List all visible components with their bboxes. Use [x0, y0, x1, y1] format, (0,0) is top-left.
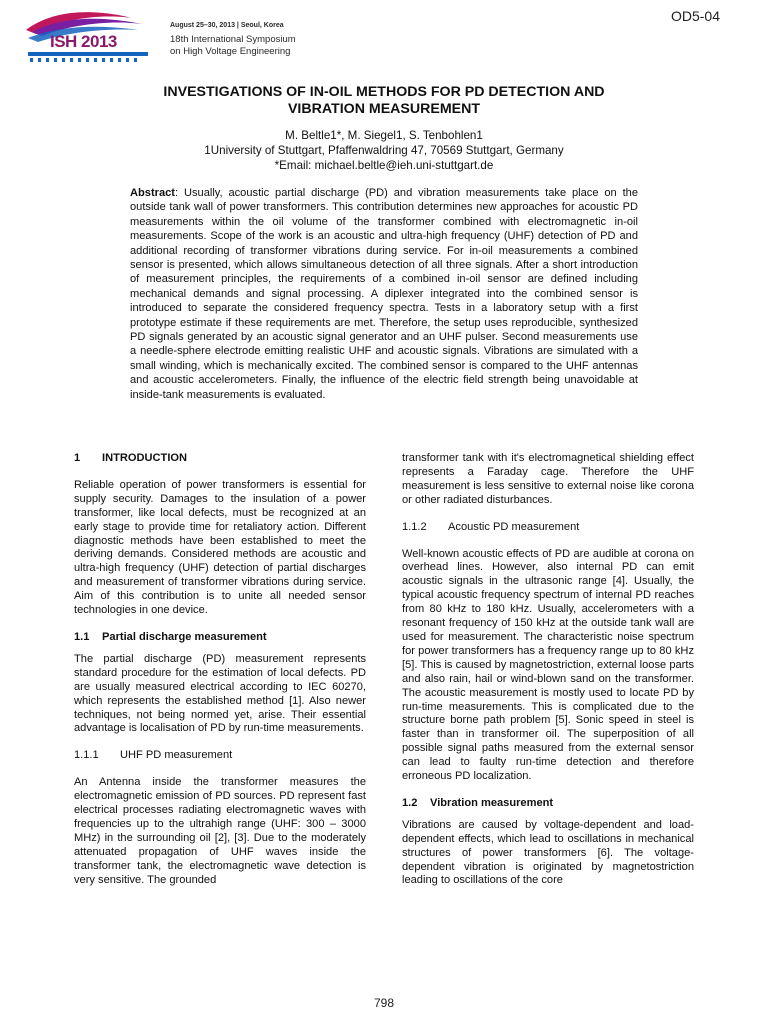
acoustic-text: Well-known acoustic effects of PD are audible at corona on overhead lines. However, also internal PD can emit acoustic signals in the ultrasonic range [4]. Usually, the typical acoustic frequency spectrum of internal PD reaches from 80 kHz to 180 kHz. Usually, accelerometers with a resonant frequency of 150 kHz at the outside tank wall are used for measurement. The characteristic noise spectrum for power transformers has a frequency range up to 80 kHz [5]. This is caused by magnetostriction, external loose parts and also rain, hail or wind-blown sand on the transformer. The acoustic measurement is mostly used to locate PD by run-time measurements. This is complicated due to the structure borne path problem [5]. Sonic speed in steel is faster than in transformer oil. The superposition of all possible signal paths measured from the external sensor can lead to faulty run-time detection and therefore erroneous PD localization. — [402, 547, 694, 783]
affiliation: 1University of Stuttgart, Pfaffenwaldring 47, 70569 Stuttgart, Germany — [204, 144, 564, 157]
uhf-text-continued: transformer tank with it's electromagnetical shielding effect represents a Faraday cage. Therefore the UHF measurement is less sensitive to external noise like corona or other radiated disturbances. — [402, 452, 694, 506]
section-heading-uhf: 1.1.1 UHF PD measurement — [74, 749, 233, 762]
conference-name-line1: 18th International Symposium — [170, 34, 296, 45]
title-line-1: INVESTIGATIONS OF IN-OIL METHODS FOR PD DETECTION AND — [163, 84, 605, 100]
section-heading-pd-measurement: 1.1 Partial discharge measurement — [74, 630, 267, 643]
section-heading-introduction: 1 INTRODUCTION — [74, 452, 188, 464]
uhf-text: An Antenna inside the transformer measures the electromagnetic emission of PD sources. PD represent fast electrical processes radiating electromagnetic waves with frequencies up to the ultrahigh range (UHF: 300 – 3000 MHz) in the surrounding oil [2], [3]. Due to the moderately attenuated propagation of UHF waves inside the transformer tank, the electromagnetic wave detection is very sensitive. The grounded — [74, 776, 366, 886]
title-line-2: VIBRATION MEASUREMENT — [287, 101, 481, 117]
introduction-text: Reliable operation of power transformers is essential for supply security. Damages to the insulation of a power transformer, like local defects, must be recognized at an early stage to provide time for retaliatory action. Different diagnostic methods have been established to meet the deriving demands. Considered methods are acoustic and ultra-high frequency (UHF) detection of partial discharges and measurement of transformer vibrations during service. Aim of this contribution is to unite all needed sensor technologies in one device. — [74, 478, 366, 617]
author-block — [60, 128, 708, 173]
page-number: 798 — [373, 996, 395, 1010]
section-heading-vibration: 1.2 Vibration measurement — [402, 796, 554, 809]
pd-measurement-text: The partial discharge (PD) measurement represents standard procedure for the estimation of local defects. PD are usually measured electrical according to IEC 60270, which represents the established method [1]. Also newer techniques, not being normed yet, arise. Their essential advantage is localisation of PD by run-time measurements. — [74, 652, 366, 735]
conference-logo — [22, 8, 312, 68]
abstract-label: Abstract — [130, 187, 176, 199]
email: *Email: michael.beltle@ieh.uni-stuttgart.de — [274, 159, 494, 172]
authors: M. Beltle1*, M. Siegel1, S. Tenbohlen1 — [285, 129, 483, 142]
right-column — [402, 452, 694, 888]
conference-date: August 25–30, 2013 | Seoul, Korea — [170, 22, 284, 29]
section-heading-acoustic: 1.1.2 Acoustic PD measurement — [402, 520, 580, 533]
abstract-text: : Usually, acoustic partial discharge (PD) and vibration measurements take place on the outside tank wall of power transformers. This contribution determines new approaches for acoustic PD measurements within the oil volume of the transformer combined with electromagnetic in-oil measurements. Scope of the work is an acoustic and ultra-high frequency (UHF) detection of PD and additional recording of transformer vibrations during service. For in-oil measurements a combined sensor is presented, which allows simultaneous detection of all three signals. After a short introduction of measurement principles, the requirements of a combined in-oil sensor are defined including mechanical demands and signal processing. A diplexer integrated into the combined sensor is introduced to separate the considered frequency spectra. Tests in a laboratory setup with a first prototype estimate if these requirements are met. Therefore, the setup uses reproducible, synthesized PD signals generated by an acoustic signal generator and an UHF pulser. Second measurements use a needle-sphere electrode emitting realistic UHF and acoustic signals. Vibrations are simulated with a small winding, which is mechanically excited. The combined sensor is compared to the UHF antennas and acoustic accelerometers. Finally, the influence of the electric field strength being unavoidable at inside-tank measurements is evaluated. — [130, 187, 638, 401]
logo-text: ISH 2013 — [50, 32, 117, 51]
vibration-text: Vibrations are caused by voltage-dependent and load-dependent effects, which lead to oscillations in mechanical structures of power transformers [6]. The voltage-dependent vibration is originated by magnetostriction leading to oscillations of the core — [402, 818, 694, 887]
paper-title — [60, 84, 708, 118]
left-column — [74, 452, 366, 887]
abstract — [130, 186, 638, 402]
conference-name-line2: on High Voltage Engineering — [170, 46, 291, 57]
paper-code: OD5-04 — [670, 8, 720, 24]
